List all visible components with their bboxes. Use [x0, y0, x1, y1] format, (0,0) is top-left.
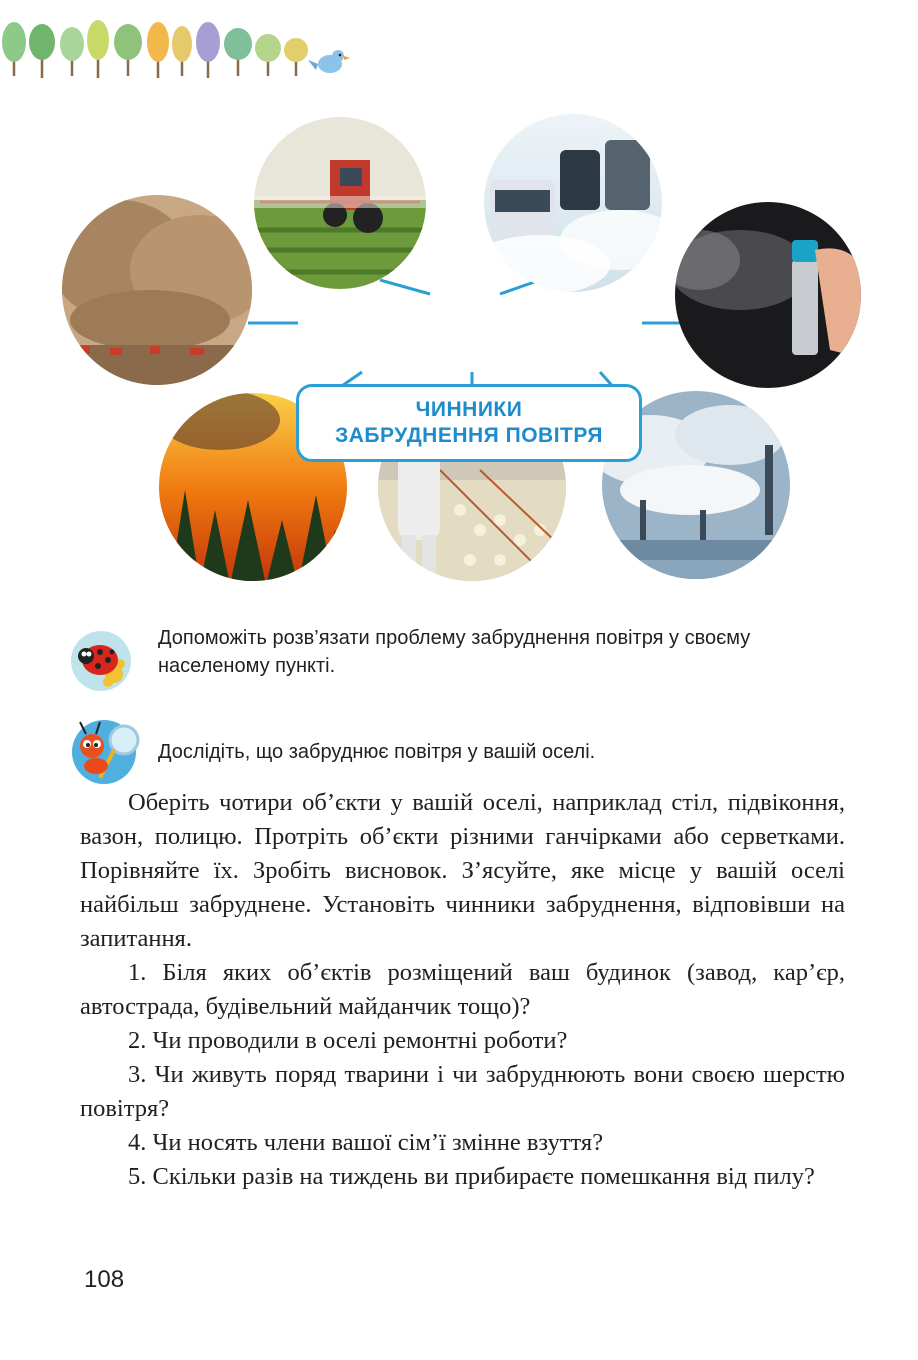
diagram-center-title [296, 384, 642, 462]
car-exhaust-photo [470, 110, 680, 300]
dust-storm-photo [50, 190, 270, 390]
pollution-factors-diagram [0, 90, 918, 590]
diagram-graphics [0, 90, 918, 590]
question-1: 1. Біля яких об’єктів розміщений ваш будинок (завод, кар’єр, автострада, будівельний майданчик тощо)? [80, 959, 845, 1020]
task-intro-paragraph: Оберіть чотири об’єкти у вашій оселі, наприклад стіл, підвіконня, вазон, полицю. Протріть об’єкти різними ганчірками або серветками. Порівняйте їх. Зробіть висновок. З’ясуйте, яке місце у вашій оселі найбільш забруднене. Установіть чинники забруднення, відповівши на запитання. [80, 789, 845, 952]
ladybug-icon [70, 630, 132, 692]
tree-border-decoration [0, 14, 350, 84]
center-title-line2: ЗАБРУДНЕННЯ ПОВІТРЯ [335, 424, 603, 447]
page-number: 108 [84, 1266, 125, 1293]
question-4: 4. Чи носять члени вашої сім’ї змінне взуття? [128, 1129, 604, 1156]
bird-icon [308, 50, 350, 73]
question-2: 2. Чи проводили в оселі ремонтні роботи? [128, 1027, 568, 1054]
question-5: 5. Скільки разів на тиждень ви прибираєте помешкання від пилу? [128, 1163, 815, 1190]
ant-magnifier-icon [70, 716, 142, 788]
activity-research-text: Дослідіть, що забруднює повітря у вашій оселі. [158, 741, 596, 763]
activity-help-text: Допоможіть розв’язати проблему забруднення повітря у своєму населеному пункті. [158, 627, 751, 677]
question-3: 3. Чи живуть поряд тварини і чи забруднюють вони своєю шерстю повітря? [80, 1061, 845, 1122]
center-title-line1: ЧИННИКИ [415, 398, 523, 421]
task-body-text [80, 786, 845, 1194]
aerosol-spray-photo [660, 195, 870, 395]
tractor-spraying-photo [250, 115, 430, 295]
